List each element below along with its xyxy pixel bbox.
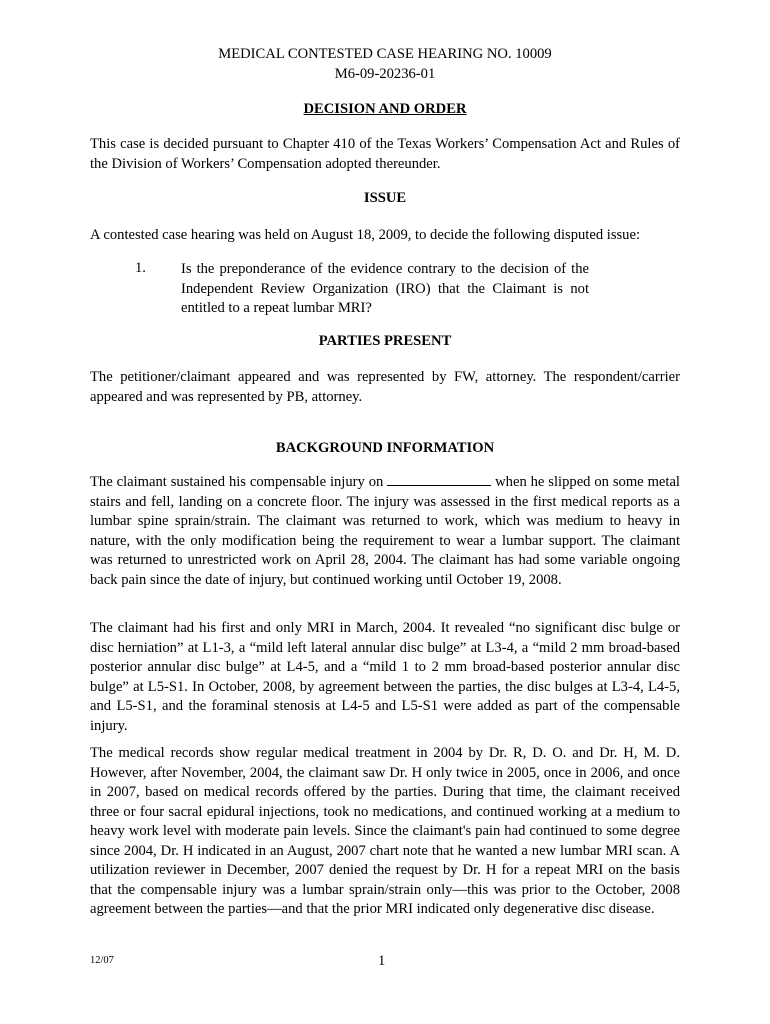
case-number-line: MEDICAL CONTESTED CASE HEARING NO. 10009 (218, 46, 552, 62)
intro-paragraph: This case is decided pursuant to Chapter 410 of the Texas Workers’ Compensation Act and Rules of the Division of Workers’ Compensation adopted thereunder. (90, 136, 680, 172)
document-title: DECISION AND ORDER (303, 101, 467, 117)
parties-heading: PARTIES PRESENT (318, 333, 452, 349)
issue-item-text: Is the preponderance of the evidence contrary to the decision of the Independent Review Organization (IRO) that the Claimant is not entitled to a repeat lumbar MRI? (181, 261, 589, 316)
issue-intro-text: A contested case hearing was held on August 18, 2009, to decide the following disputed issue: (90, 227, 641, 243)
parties-paragraph: The petitioner/claimant appeared and was represented by FW, attorney. The respondent/carrier appeared and was represented by PB, attorney. (90, 369, 680, 405)
issue-item-number: 1. (135, 260, 146, 276)
issue-heading: ISSUE (363, 190, 407, 206)
background-paragraph-1 (90, 473, 680, 590)
background-heading: BACKGROUND INFORMATION (275, 440, 495, 456)
background-paragraph-2: The claimant had his first and only MRI in March, 2004. It revealed “no significant disc bulge or disc herniation” at L1-3, a “mild left lateral annular disc bulge” at L3-4, a “mild 2 mm broad-based posterior annular disc bulge” at L4-5, and a “mild 1 to 2 mm broad-based posterior annular disc bulge” at L5-S1. In October, 2008, by agreement between the parties, the disc bulges at L3-4, L4-5, and L5-S1, and the foraminal stenosis at L4-5 and L5-S1 were added as part of the compensable injury. (90, 620, 680, 734)
injury-text-before-blank: The claimant sustained his compensable injury on (90, 474, 384, 490)
background-paragraph-3: The medical records show regular medical treatment in 2004 by Dr. R, D. O. and Dr. H, M. D. However, after November, 2004, the claimant saw Dr. H only twice in 2005, once in 2006, and once in 2007, based on medical records offered by the parties. During that time, the claimant received three or four sacral epidural injections, took no medications, and continued working at a medium to heavy work level with moderate pain levels. Since the claimant's pain had continued to some degree since 2004, Dr. H indicated in an August, 2007 chart note that he wanted a new lumbar MRI scan. A utilization reviewer in December, 2007 denied the request by Dr. H for a repeat MRI on the basis that the compensable injury was a lumbar sprain/strain only—this was prior to the October, 2008 agreement between the parties—and that the prior MRI indicated only degenerative disc disease. (90, 745, 680, 917)
injury-date-blank (387, 473, 491, 486)
page-number: 1 (378, 953, 386, 969)
injury-text-after-blank: when he slipped on some metal stairs and fell, landing on a concrete floor. The injury was assessed in the first medical reports as a lumbar spine sprain/strain. The claimant was returned to work, which was medium to heavy in nature, with the only modification being the requirement to wear a lumbar support. The claimant was returned to unrestricted work on April 28, 2004. The claimant has had some variable ongoing back pain since the date of injury, but continued working until October 19, 2008. (90, 474, 680, 588)
revision-date: 12/07 (90, 955, 114, 966)
docket-number: M6-09-20236-01 (334, 66, 436, 82)
